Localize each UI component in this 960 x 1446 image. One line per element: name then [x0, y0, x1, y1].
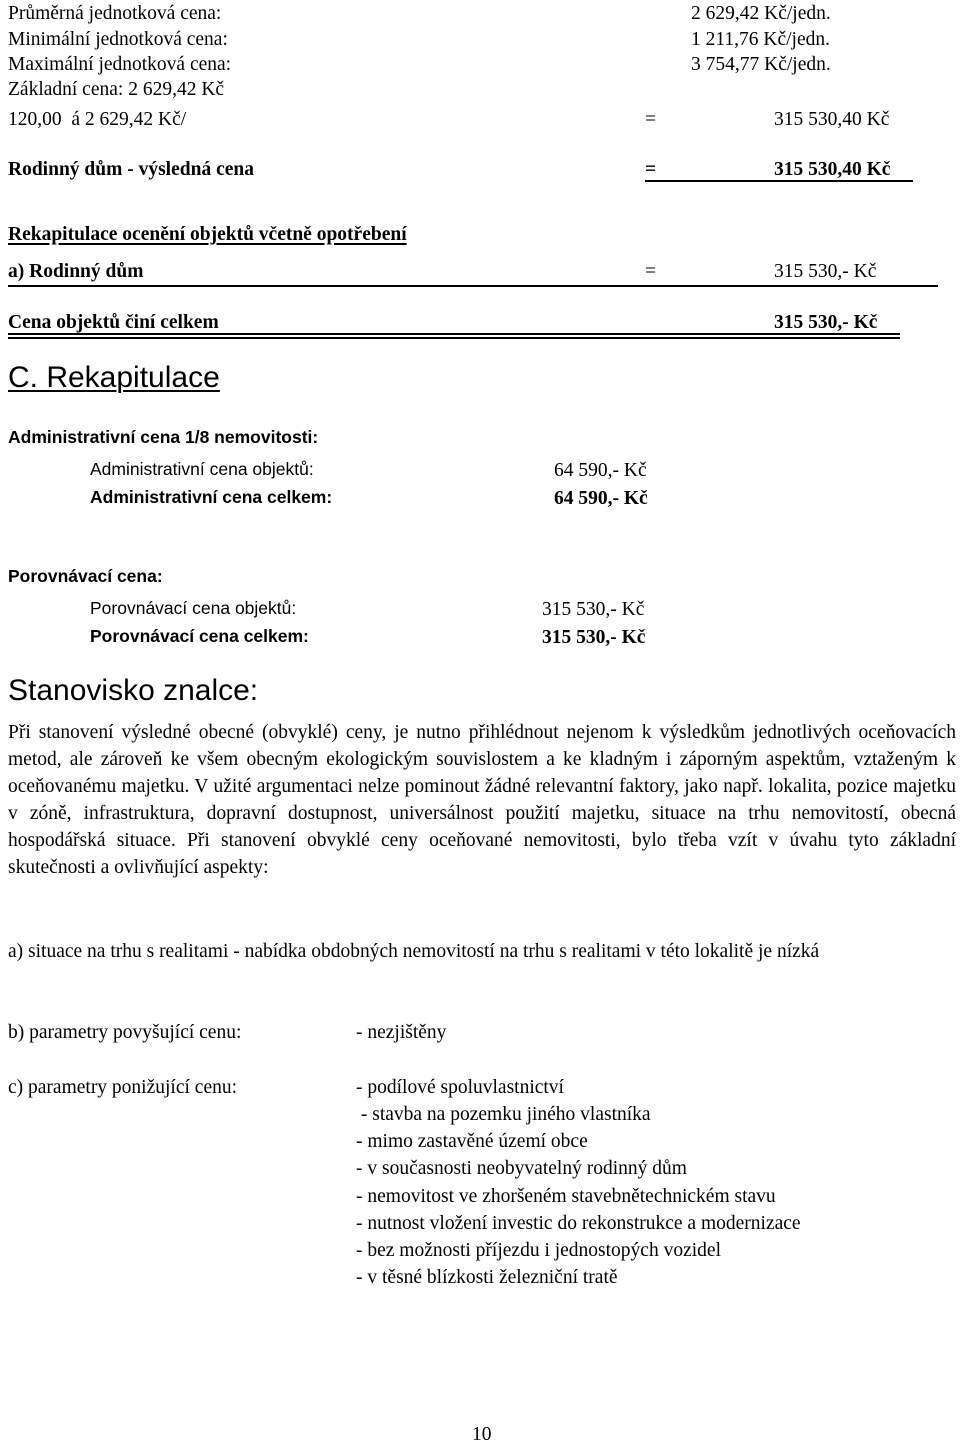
min-price-label: Minimální jednotková cena:	[8, 29, 228, 50]
comparative-objects-value: 315 530,- Kč	[542, 599, 645, 620]
opinion-item-c-label: c) parametry ponižující cenu:	[8, 1077, 238, 1098]
opinion-title: Stanovisko znalce:	[8, 674, 259, 707]
recap-total-underline-1	[8, 333, 900, 335]
page-number: 10	[472, 1424, 492, 1445]
admin-total-value: 64 590,- Kč	[554, 488, 648, 509]
recap-item-value: 315 530,- Kč	[774, 261, 877, 282]
comparative-heading: Porovnávací cena:	[8, 566, 163, 586]
admin-objects-value: 64 590,- Kč	[554, 460, 647, 481]
opinion-item-c-value-4: - v současnosti neobyvatelný rodinný dům	[356, 1158, 687, 1179]
comparative-objects-label: Porovnávací cena objektů:	[90, 598, 297, 618]
recap-item-rule	[8, 285, 938, 287]
comparative-total-label: Porovnávací cena celkem:	[90, 626, 309, 646]
opinion-item-c-value-6: - nutnost vložení investic do rekonstrukce a modernizace	[356, 1213, 801, 1234]
comparative-total-value: 315 530,- Kč	[542, 627, 646, 648]
recap-total-label: Cena objektů činí celkem	[8, 312, 219, 333]
admin-total-label: Administrativní cena celkem:	[90, 487, 333, 507]
recap-item-eq: =	[645, 261, 656, 282]
opinion-item-c-value-5: - nemovitost ve zhoršeném stavebnětechnickém stavu	[356, 1186, 776, 1207]
min-price-value: 1 211,76 Kč/jedn.	[691, 29, 831, 50]
avg-price-label: Průměrná jednotková cena:	[8, 3, 222, 24]
opinion-item-c-value-7: - bez možnosti příjezdu i jednostopých vozidel	[356, 1240, 721, 1261]
section-c-title: C. Rekapitulace	[8, 361, 220, 394]
house-result-value: 315 530,40 Kč	[774, 159, 891, 180]
max-price-value: 3 754,77 Kč/jedn.	[691, 54, 831, 75]
opinion-item-c-value-1: - podílové spoluvlastnictví	[356, 1077, 564, 1098]
opinion-item-c-value-8: - v těsné blízkosti železniční tratě	[356, 1267, 618, 1288]
avg-price-value: 2 629,42 Kč/jedn.	[691, 3, 831, 24]
opinion-item-b-value: - nezjištěny	[356, 1022, 447, 1043]
recap-valuation-heading: Rekapitulace ocenění objektů včetně opotřebení	[8, 224, 407, 245]
house-result-underline	[645, 180, 913, 182]
calc-line-value: 315 530,40 Kč	[774, 109, 890, 130]
calc-line-left: 120,00 á 2 629,42 Kč/	[8, 109, 187, 130]
calc-line-eq: =	[645, 109, 656, 130]
max-price-label: Maximální jednotková cena:	[8, 54, 232, 75]
opinion-item-a: a) situace na trhu s realitami - nabídka obdobných nemovitostí na trhu s realitami v této lokalitě je nízká	[8, 941, 820, 962]
house-result-label: Rodinný dům - výsledná cena	[8, 159, 254, 180]
house-result-eq: =	[645, 159, 657, 180]
opinion-item-b-label: b) parametry povyšující cenu:	[8, 1022, 242, 1043]
base-price-line: Základní cena: 2 629,42 Kč	[8, 79, 225, 100]
recap-total-value: 315 530,- Kč	[774, 312, 878, 333]
recap-total-underline-2	[8, 337, 900, 339]
opinion-item-c-value-2: - stavba na pozemku jiného vlastníka	[356, 1104, 651, 1125]
admin-objects-label: Administrativní cena objektů:	[90, 459, 314, 479]
opinion-paragraph: Při stanovení výsledné obecné (obvyklé) ceny, je nutno přihlédnout nejenom k výsledkům jednotlivých oceňovacích metod, ale zároveň ke všem obecným ekologickým souvislostem a ke kladným i záporným aspektům, vztaženým k oceňovanému majetku. V užité argumentaci nelze pominout žádné relevantní faktory, jako např. lokalita, pozice majetku v zóně, infrastruktura, dopravní dostupnost, universálnost použití majetku, situace na trhu nemovitostí, obecná hospodářská situace. Při stanovení obvyklé ceny oceňované nemovitosti, bylo třeba vzít v úvahu tyto základní skutečnosti a ovlivňující aspekty:	[8, 722, 956, 878]
opinion-item-c-value-3: - mimo zastavěné území obce	[356, 1131, 588, 1152]
admin-heading: Administrativní cena 1/8 nemovitosti:	[8, 427, 319, 447]
recap-item-label: a) Rodinný dům	[8, 261, 144, 282]
